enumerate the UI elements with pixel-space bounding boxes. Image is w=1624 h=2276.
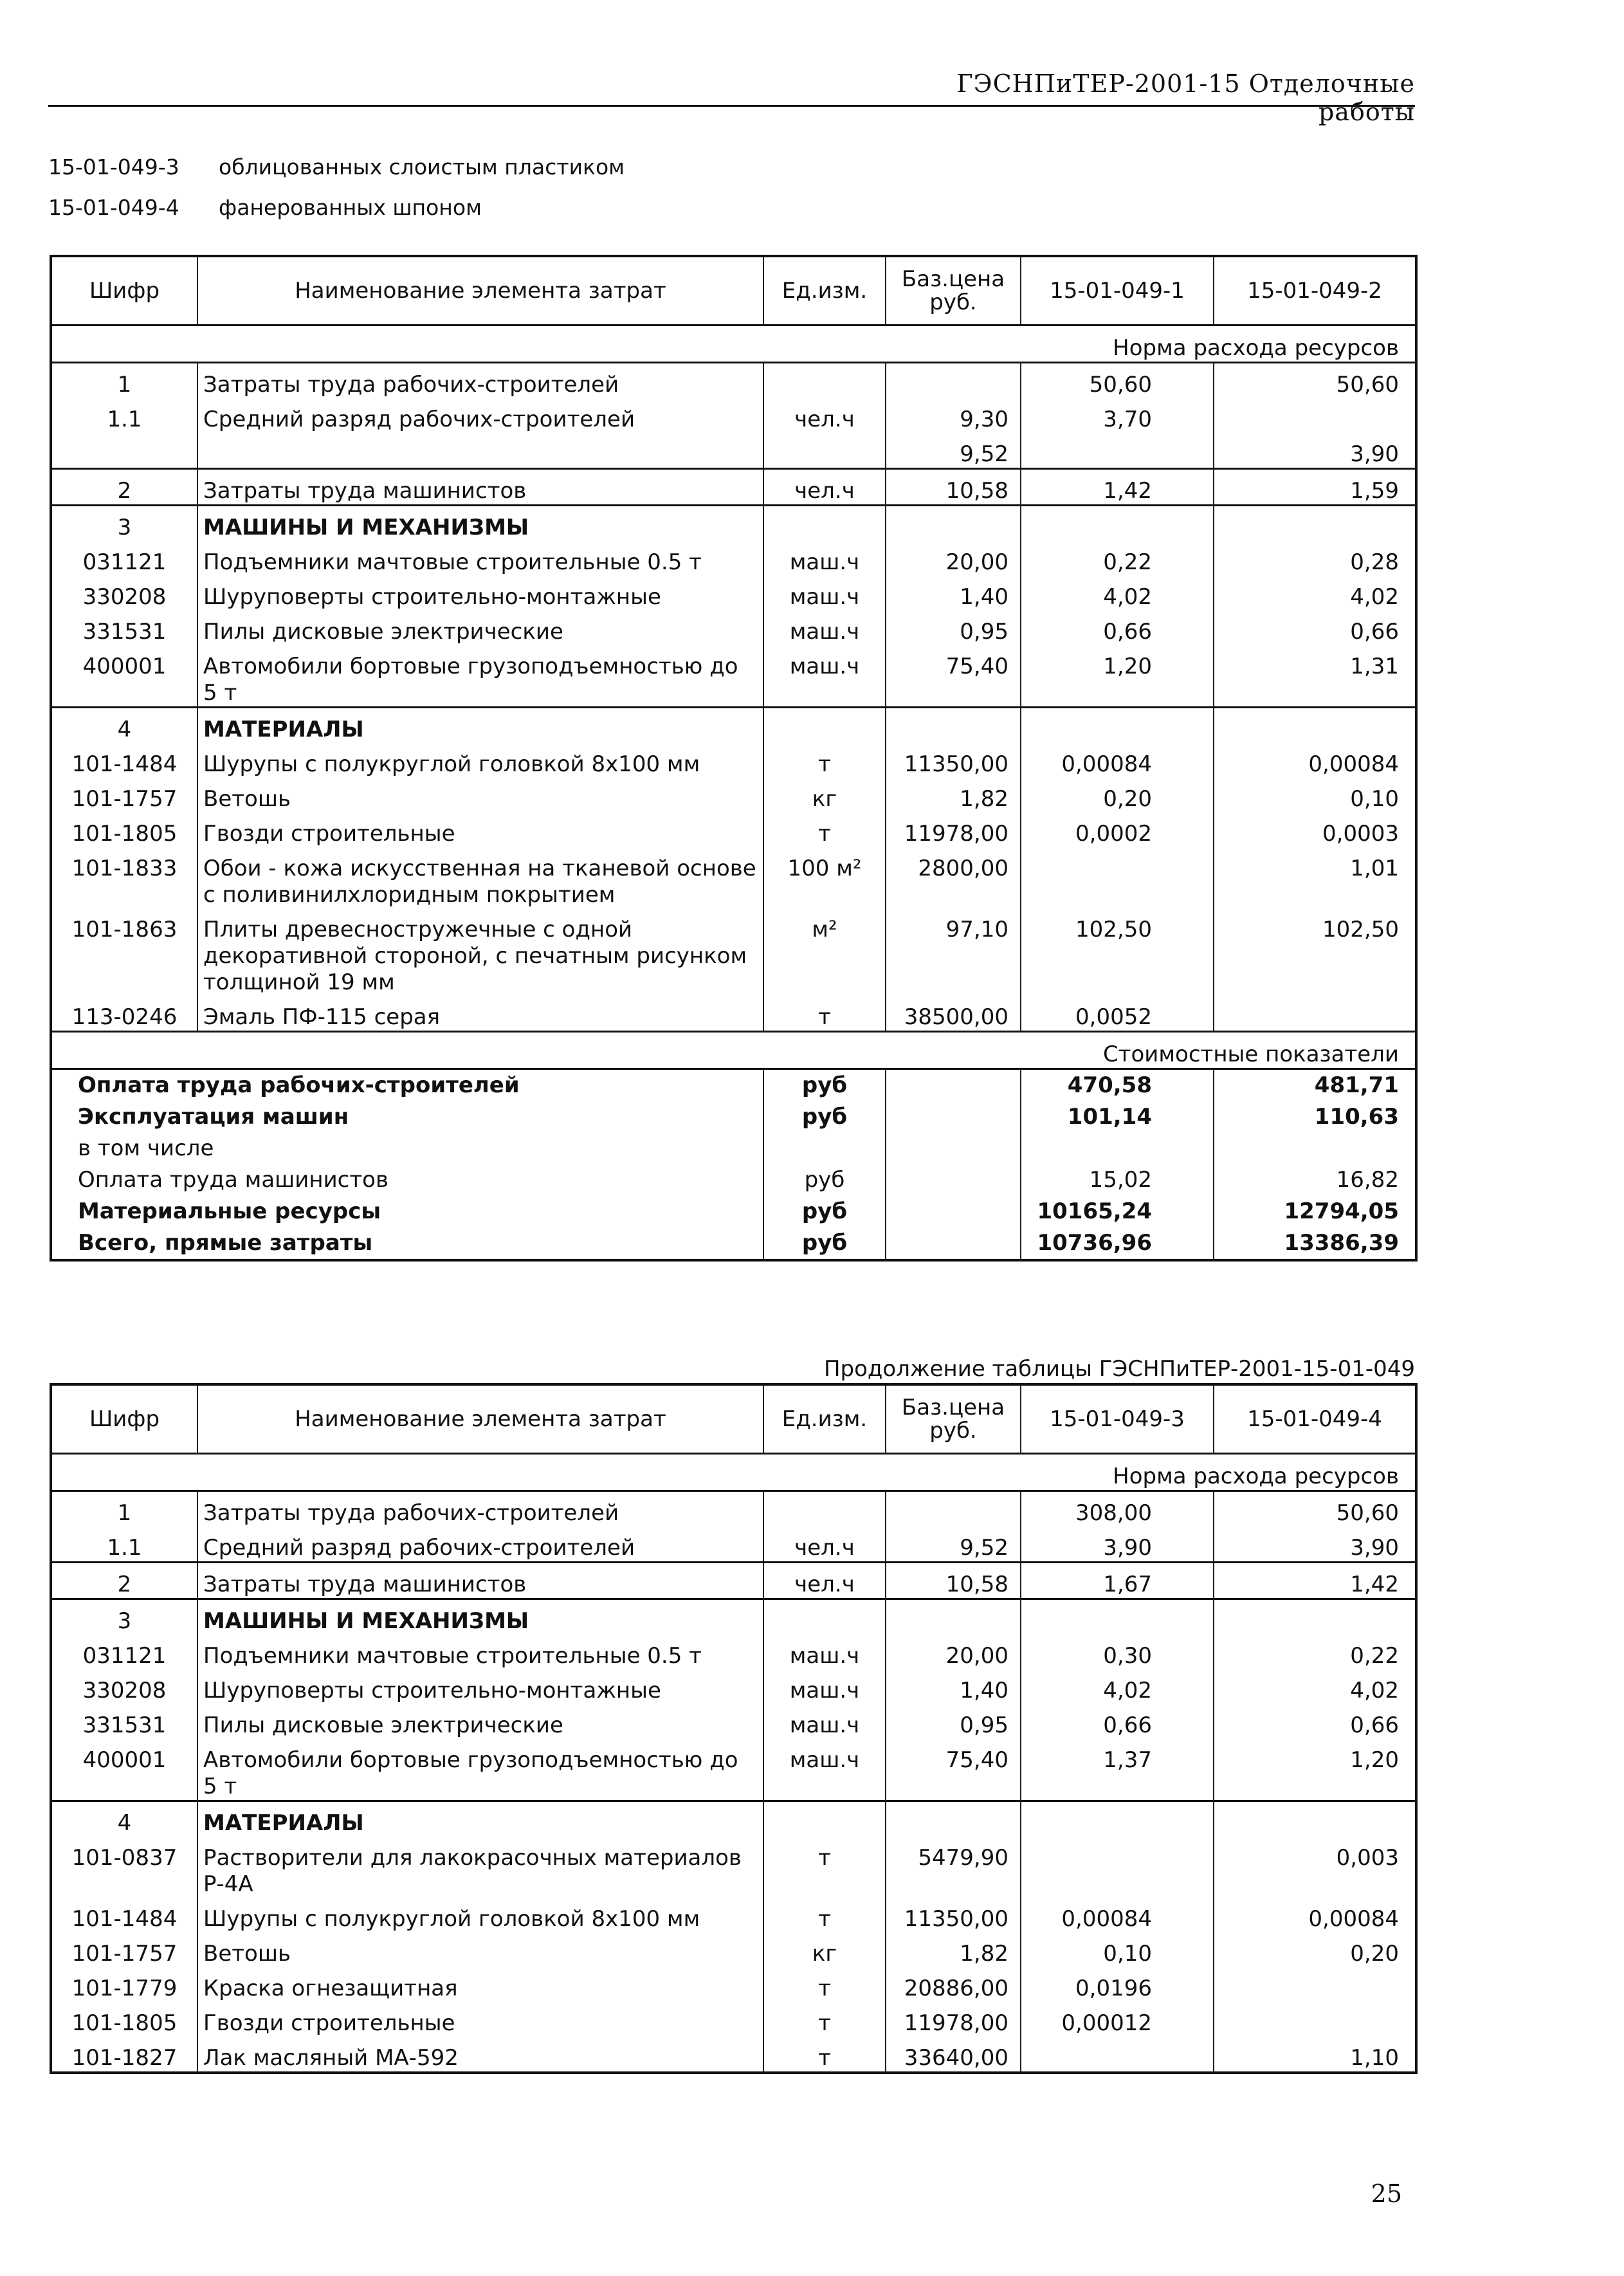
row-value-2 — [1214, 1967, 1416, 2002]
row-value-2 — [1214, 506, 1416, 542]
table-row — [51, 645, 1416, 708]
cost-value-1: 10165,24 — [1021, 1196, 1214, 1227]
row-unit: маш.ч — [763, 645, 886, 708]
intro-text: фанерованных шпоном — [219, 195, 482, 220]
cost-value-2: 13386,39 — [1214, 1227, 1416, 1260]
row-name: Подъемники мачтовые строительные 0.5 т — [197, 541, 763, 576]
row-value-1: 1,67 — [1021, 1563, 1214, 1599]
row-value-2: 1,42 — [1214, 1563, 1416, 1599]
row-price — [886, 708, 1021, 744]
cost-value-2: 110,63 — [1214, 1101, 1416, 1133]
cost-row — [51, 1069, 1416, 1102]
row-unit: чел.ч — [763, 398, 886, 433]
row-price: 9,52 — [886, 433, 1021, 469]
table-header-row — [51, 1384, 1416, 1454]
row-price: 0,95 — [886, 610, 1021, 645]
cost-price-empty — [886, 1133, 1021, 1164]
row-value-2: 3,90 — [1214, 1527, 1416, 1563]
intro-code: 15-01-049-4 — [48, 195, 179, 220]
row-value-1 — [1021, 1837, 1214, 1898]
row-unit: т — [763, 2002, 886, 2037]
row-price — [886, 1801, 1021, 1837]
row-unit — [763, 433, 886, 469]
row-unit — [763, 506, 886, 542]
row-code: 101-1833 — [51, 847, 197, 908]
row-value-1: 0,66 — [1021, 1704, 1214, 1739]
row-value-1 — [1021, 506, 1214, 542]
row-price — [886, 506, 1021, 542]
row-code: 101-1757 — [51, 778, 197, 812]
cost-name: Всего, прямые затраты — [51, 1227, 763, 1260]
header-code: Шифр — [51, 256, 197, 326]
header-rule — [48, 105, 1415, 107]
row-price: 2800,00 — [886, 847, 1021, 908]
cost-price-empty — [886, 1069, 1021, 1102]
row-value-2: 1,20 — [1214, 1739, 1416, 1801]
norm-label-row — [51, 326, 1416, 363]
cost-value-2 — [1214, 1133, 1416, 1164]
row-name: Средний разряд рабочих-строителей — [197, 1527, 763, 1563]
row-unit: чел.ч — [763, 1527, 886, 1563]
row-name: Затраты труда машинистов — [197, 469, 763, 506]
row-value-2: 0,10 — [1214, 778, 1416, 812]
row-value-2: 0,28 — [1214, 541, 1416, 576]
row-code: 3 — [51, 506, 197, 542]
header-price: Баз.цена руб. — [886, 256, 1021, 326]
cost-value-2: 481,71 — [1214, 1069, 1416, 1102]
resource-table-1 — [50, 255, 1418, 1262]
row-value-1 — [1021, 2037, 1214, 2073]
row-name: Пилы дисковые электрические — [197, 610, 763, 645]
intro-text: облицованных слоистым пластиком — [219, 154, 625, 179]
row-code: 113-0246 — [51, 996, 197, 1032]
row-value-1: 4,02 — [1021, 1669, 1214, 1704]
row-value-1: 3,70 — [1021, 398, 1214, 433]
row-value-2 — [1214, 2002, 1416, 2037]
cost-name: Материальные ресурсы — [51, 1196, 763, 1227]
cost-unit: руб — [763, 1164, 886, 1196]
header-col2: 15-01-049-2 — [1214, 256, 1416, 326]
row-value-2: 1,31 — [1214, 645, 1416, 708]
cost-unit: руб — [763, 1069, 886, 1102]
row-name: Эмаль ПФ-115 серая — [197, 996, 763, 1032]
row-unit: т — [763, 1837, 886, 1898]
row-price: 38500,00 — [886, 996, 1021, 1032]
row-value-1: 308,00 — [1021, 1491, 1214, 1527]
intro-line — [48, 195, 482, 220]
row-price — [886, 1599, 1021, 1635]
row-value-1: 0,00084 — [1021, 1898, 1214, 1932]
row-value-2: 0,66 — [1214, 1704, 1416, 1739]
table-row — [51, 1563, 1416, 1599]
table-row — [51, 1837, 1416, 1898]
row-name: МАШИНЫ И МЕХАНИЗМЫ — [197, 1599, 763, 1635]
table-row — [51, 610, 1416, 645]
header-unit: Ед.изм. — [763, 1384, 886, 1454]
row-code: 330208 — [51, 1669, 197, 1704]
row-unit: т — [763, 2037, 886, 2073]
row-unit: т — [763, 996, 886, 1032]
row-code: 2 — [51, 469, 197, 506]
cost-price-empty — [886, 1196, 1021, 1227]
row-name: Затраты труда рабочих-строителей — [197, 363, 763, 399]
row-code: 331531 — [51, 610, 197, 645]
row-value-1 — [1021, 1801, 1214, 1837]
row-name: Плиты древесностружечные с одной декоративной стороной, с печатным рисунком толщиной 19 мм — [197, 908, 763, 996]
header-col1: 15-01-049-1 — [1021, 256, 1214, 326]
row-price — [886, 363, 1021, 399]
row-price: 9,52 — [886, 1527, 1021, 1563]
row-code: 1 — [51, 363, 197, 399]
row-code: 101-1779 — [51, 1967, 197, 2002]
row-value-2: 0,00084 — [1214, 743, 1416, 778]
row-name: МАШИНЫ И МЕХАНИЗМЫ — [197, 506, 763, 542]
norm-label: Норма расхода ресурсов — [51, 1454, 1416, 1491]
row-name: Пилы дисковые электрические — [197, 1704, 763, 1739]
row-name: Средний разряд рабочих-строителей — [197, 398, 763, 433]
cost-unit: руб — [763, 1196, 886, 1227]
row-price: 33640,00 — [886, 2037, 1021, 2073]
row-code: 101-1757 — [51, 1932, 197, 1967]
row-value-1: 0,22 — [1021, 541, 1214, 576]
row-name: Гвозди строительные — [197, 812, 763, 847]
row-price: 75,40 — [886, 645, 1021, 708]
row-unit: т — [763, 812, 886, 847]
row-code: 1.1 — [51, 1527, 197, 1563]
row-unit: м² — [763, 908, 886, 996]
row-name: Автомобили бортовые грузоподъемностью до 5 т — [197, 645, 763, 708]
row-value-2 — [1214, 398, 1416, 433]
row-name: МАТЕРИАЛЫ — [197, 708, 763, 744]
resource-table-2 — [50, 1383, 1418, 2074]
row-code: 101-1805 — [51, 812, 197, 847]
row-value-2: 102,50 — [1214, 908, 1416, 996]
row-name: Лак масляный МА-592 — [197, 2037, 763, 2073]
cost-unit: руб — [763, 1101, 886, 1133]
cost-price-empty — [886, 1101, 1021, 1133]
table-row — [51, 847, 1416, 908]
row-price: 11350,00 — [886, 1898, 1021, 1932]
row-value-2: 50,60 — [1214, 1491, 1416, 1527]
continuation-caption: Продолжение таблицы ГЭСНПиТЕР-2001-15-01-049 — [823, 1356, 1415, 1382]
row-name: Обои - кожа искусственная на тканевой основе с поливинилхлоридным покрытием — [197, 847, 763, 908]
row-code: 031121 — [51, 1635, 197, 1669]
row-value-2: 4,02 — [1214, 576, 1416, 610]
cost-row — [51, 1101, 1416, 1133]
row-code: 4 — [51, 1801, 197, 1837]
table-row — [51, 541, 1416, 576]
row-price — [886, 1491, 1021, 1527]
table-row — [51, 576, 1416, 610]
intro-line — [48, 154, 625, 179]
cost-name: в том числе — [51, 1133, 763, 1164]
row-price: 1,40 — [886, 576, 1021, 610]
row-name: Ветошь — [197, 1932, 763, 1967]
table-row — [51, 1932, 1416, 1967]
cost-name: Оплата труда машинистов — [51, 1164, 763, 1196]
row-unit: т — [763, 1898, 886, 1932]
row-unit: кг — [763, 1932, 886, 1967]
cost-value-1: 15,02 — [1021, 1164, 1214, 1196]
row-price: 5479,90 — [886, 1837, 1021, 1898]
row-unit — [763, 1491, 886, 1527]
table-row — [51, 1898, 1416, 1932]
row-price: 11978,00 — [886, 812, 1021, 847]
cost-value-1 — [1021, 1133, 1214, 1164]
row-value-1: 0,0002 — [1021, 812, 1214, 847]
row-price: 9,30 — [886, 398, 1021, 433]
norm-label: Норма расхода ресурсов — [51, 326, 1416, 363]
row-value-1: 0,0052 — [1021, 996, 1214, 1032]
row-unit: чел.ч — [763, 469, 886, 506]
row-value-2: 1,59 — [1214, 469, 1416, 506]
row-unit — [763, 363, 886, 399]
table-row — [51, 363, 1416, 399]
row-price: 1,40 — [886, 1669, 1021, 1704]
row-unit: чел.ч — [763, 1563, 886, 1599]
row-value-1: 0,10 — [1021, 1932, 1214, 1967]
row-unit: кг — [763, 778, 886, 812]
header-col2: 15-01-049-4 — [1214, 1384, 1416, 1454]
row-price: 10,58 — [886, 469, 1021, 506]
row-code: 1 — [51, 1491, 197, 1527]
row-value-2 — [1214, 996, 1416, 1032]
header-name: Наименование элемента затрат — [197, 256, 763, 326]
row-price: 10,58 — [886, 1563, 1021, 1599]
row-code: 101-1484 — [51, 743, 197, 778]
row-value-1 — [1021, 1599, 1214, 1635]
table-row — [51, 1967, 1416, 2002]
row-code: 400001 — [51, 1739, 197, 1801]
row-name: Шурупы с полукруглой головкой 8х100 мм — [197, 1898, 763, 1932]
row-code: 101-1484 — [51, 1898, 197, 1932]
row-value-1: 102,50 — [1021, 908, 1214, 996]
row-value-2 — [1214, 708, 1416, 744]
row-price: 97,10 — [886, 908, 1021, 996]
row-unit: маш.ч — [763, 1635, 886, 1669]
row-code — [51, 433, 197, 469]
row-name: Ветошь — [197, 778, 763, 812]
row-unit — [763, 1801, 886, 1837]
row-code: 031121 — [51, 541, 197, 576]
table-row — [51, 1801, 1416, 1837]
row-value-2: 1,01 — [1214, 847, 1416, 908]
row-code: 101-1827 — [51, 2037, 197, 2073]
row-price: 11978,00 — [886, 2002, 1021, 2037]
row-code: 3 — [51, 1599, 197, 1635]
cost-row — [51, 1164, 1416, 1196]
row-unit: маш.ч — [763, 610, 886, 645]
row-code: 101-1805 — [51, 2002, 197, 2037]
cost-value-2: 12794,05 — [1214, 1196, 1416, 1227]
row-value-2: 4,02 — [1214, 1669, 1416, 1704]
cost-value-2: 16,82 — [1214, 1164, 1416, 1196]
row-code: 400001 — [51, 645, 197, 708]
row-value-1: 1,42 — [1021, 469, 1214, 506]
row-value-2: 0,0003 — [1214, 812, 1416, 847]
row-value-1: 0,00084 — [1021, 743, 1214, 778]
table-row — [51, 1739, 1416, 1801]
norm-label-row — [51, 1454, 1416, 1491]
intro-code: 15-01-049-3 — [48, 154, 179, 179]
cost-unit — [763, 1133, 886, 1164]
row-value-1: 0,30 — [1021, 1635, 1214, 1669]
row-code: 4 — [51, 708, 197, 744]
row-value-2: 0,22 — [1214, 1635, 1416, 1669]
table-row — [51, 708, 1416, 744]
row-code: 331531 — [51, 1704, 197, 1739]
header-unit: Ед.изм. — [763, 256, 886, 326]
row-unit — [763, 1599, 886, 1635]
row-value-1: 0,0196 — [1021, 1967, 1214, 2002]
row-value-1: 4,02 — [1021, 576, 1214, 610]
row-value-2: 0,20 — [1214, 1932, 1416, 1967]
row-name: Гвозди строительные — [197, 2002, 763, 2037]
table-row — [51, 469, 1416, 506]
row-value-1: 0,20 — [1021, 778, 1214, 812]
row-value-2: 50,60 — [1214, 363, 1416, 399]
row-unit: маш.ч — [763, 541, 886, 576]
table-row — [51, 1704, 1416, 1739]
row-value-2 — [1214, 1599, 1416, 1635]
row-unit: маш.ч — [763, 1669, 886, 1704]
header-name: Наименование элемента затрат — [197, 1384, 763, 1454]
row-value-1: 1,37 — [1021, 1739, 1214, 1801]
row-value-2: 0,003 — [1214, 1837, 1416, 1898]
row-value-1: 50,60 — [1021, 363, 1214, 399]
row-code: 101-1863 — [51, 908, 197, 996]
cost-row — [51, 1133, 1416, 1164]
table-row — [51, 996, 1416, 1032]
row-code: 1.1 — [51, 398, 197, 433]
row-code: 101-0837 — [51, 1837, 197, 1898]
page-header: ГЭСНПиТЕР-2001-15 Отделочные работы — [956, 69, 1415, 126]
header-col1: 15-01-049-3 — [1021, 1384, 1214, 1454]
row-value-2: 1,10 — [1214, 2037, 1416, 2073]
row-name: МАТЕРИАЛЫ — [197, 1801, 763, 1837]
table-row — [51, 2037, 1416, 2073]
row-value-2 — [1214, 1801, 1416, 1837]
row-unit: т — [763, 743, 886, 778]
header-code: Шифр — [51, 1384, 197, 1454]
table-row — [51, 2002, 1416, 2037]
page-number: 25 — [1371, 2180, 1402, 2208]
row-price: 20,00 — [886, 1635, 1021, 1669]
row-value-1 — [1021, 847, 1214, 908]
row-value-2: 3,90 — [1214, 433, 1416, 469]
row-price: 20886,00 — [886, 1967, 1021, 2002]
cost-row — [51, 1196, 1416, 1227]
row-name: Автомобили бортовые грузоподъемностью до 5 т — [197, 1739, 763, 1801]
row-value-2: 0,00084 — [1214, 1898, 1416, 1932]
row-price: 0,95 — [886, 1704, 1021, 1739]
row-name: Затраты труда рабочих-строителей — [197, 1491, 763, 1527]
table-row — [51, 1527, 1416, 1563]
table-row — [51, 1669, 1416, 1704]
cost-name: Эксплуатация машин — [51, 1101, 763, 1133]
header-price: Баз.цена руб. — [886, 1384, 1021, 1454]
row-value-1 — [1021, 433, 1214, 469]
table-header-row — [51, 256, 1416, 326]
row-code: 2 — [51, 1563, 197, 1599]
row-price: 20,00 — [886, 541, 1021, 576]
row-name: Краска огнезащитная — [197, 1967, 763, 2002]
row-name: Подъемники мачтовые строительные 0.5 т — [197, 1635, 763, 1669]
table-row — [51, 506, 1416, 542]
cost-row — [51, 1227, 1416, 1260]
row-value-1: 0,00012 — [1021, 2002, 1214, 2037]
table-row — [51, 743, 1416, 778]
table-row — [51, 433, 1416, 469]
table-row — [51, 1635, 1416, 1669]
table-row — [51, 778, 1416, 812]
table-row — [51, 1599, 1416, 1635]
cost-label: Стоимостные показатели — [51, 1032, 1416, 1069]
row-name: Шуруповерты строительно-монтажные — [197, 1669, 763, 1704]
row-unit: 100 м² — [763, 847, 886, 908]
row-value-1: 3,90 — [1021, 1527, 1214, 1563]
table-row — [51, 398, 1416, 433]
cost-unit: руб — [763, 1227, 886, 1260]
cost-price-empty — [886, 1227, 1021, 1260]
row-value-1 — [1021, 708, 1214, 744]
table-row — [51, 1491, 1416, 1527]
cost-label-row — [51, 1032, 1416, 1069]
cost-name: Оплата труда рабочих-строителей — [51, 1069, 763, 1102]
row-unit: маш.ч — [763, 576, 886, 610]
row-price: 1,82 — [886, 1932, 1021, 1967]
row-code: 330208 — [51, 576, 197, 610]
row-value-1: 0,66 — [1021, 610, 1214, 645]
cost-value-1: 10736,96 — [1021, 1227, 1214, 1260]
row-name — [197, 433, 763, 469]
row-price: 1,82 — [886, 778, 1021, 812]
row-value-1: 1,20 — [1021, 645, 1214, 708]
row-unit: маш.ч — [763, 1704, 886, 1739]
cost-value-1: 470,58 — [1021, 1069, 1214, 1102]
row-price: 11350,00 — [886, 743, 1021, 778]
row-unit: маш.ч — [763, 1739, 886, 1801]
row-name: Растворители для лакокрасочных материалов Р-4А — [197, 1837, 763, 1898]
table-row — [51, 908, 1416, 996]
row-value-2: 0,66 — [1214, 610, 1416, 645]
table-row — [51, 812, 1416, 847]
row-name: Затраты труда машинистов — [197, 1563, 763, 1599]
row-unit — [763, 708, 886, 744]
cost-price-empty — [886, 1164, 1021, 1196]
row-name: Шурупы с полукруглой головкой 8х100 мм — [197, 743, 763, 778]
row-price: 75,40 — [886, 1739, 1021, 1801]
row-name: Шуруповерты строительно-монтажные — [197, 576, 763, 610]
row-unit: т — [763, 1967, 886, 2002]
cost-value-1: 101,14 — [1021, 1101, 1214, 1133]
